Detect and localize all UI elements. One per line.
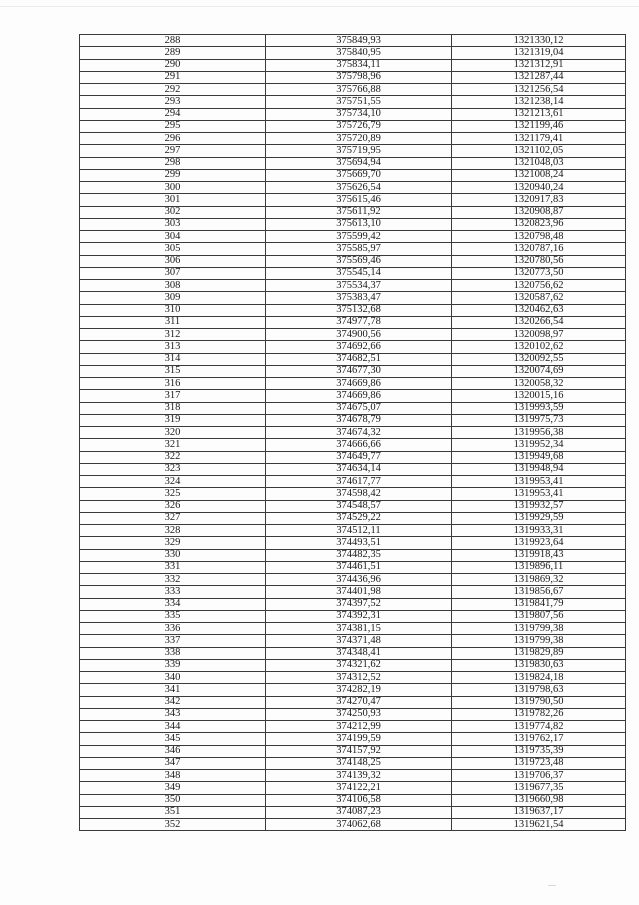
coordinate-y-cell: 1321213,61 — [452, 108, 626, 120]
coordinate-y-cell: 1319807,56 — [452, 610, 626, 622]
coordinate-y-cell: 1319830,63 — [452, 659, 626, 671]
coordinate-y-cell: 1319660,98 — [452, 794, 626, 806]
coordinate-y-cell: 1321179,41 — [452, 133, 626, 145]
table-row — [80, 84, 626, 96]
table-row — [80, 782, 626, 794]
table-row — [80, 47, 626, 59]
point-number-cell: 340 — [80, 672, 266, 684]
table-row — [80, 255, 626, 267]
table-row — [80, 316, 626, 328]
point-number-cell: 290 — [80, 59, 266, 71]
coordinate-y-cell: 1319975,73 — [452, 414, 626, 426]
coordinate-x-cell: 374157,92 — [266, 745, 452, 757]
coordinate-y-cell: 1320092,55 — [452, 353, 626, 365]
coordinate-y-cell: 1321312,91 — [452, 59, 626, 71]
coordinate-x-cell: 374062,68 — [266, 819, 452, 831]
coordinate-x-cell: 375615,46 — [266, 194, 452, 206]
coordinate-x-cell: 374212,99 — [266, 721, 452, 733]
coordinate-x-cell: 374482,35 — [266, 549, 452, 561]
coordinate-x-cell: 375626,54 — [266, 182, 452, 194]
coordinate-x-cell: 375132,68 — [266, 304, 452, 316]
coordinate-x-cell: 375383,47 — [266, 292, 452, 304]
coordinate-x-cell: 375834,11 — [266, 59, 452, 71]
table-row — [80, 353, 626, 365]
table-row — [80, 390, 626, 402]
table-row — [80, 120, 626, 132]
table-row — [80, 586, 626, 598]
point-number-cell: 319 — [80, 414, 266, 426]
coordinate-y-cell: 1320908,87 — [452, 206, 626, 218]
point-number-cell: 333 — [80, 586, 266, 598]
coordinate-y-cell: 1319949,68 — [452, 451, 626, 463]
coordinate-x-cell: 374148,25 — [266, 757, 452, 769]
coordinate-y-cell: 1320756,62 — [452, 280, 626, 292]
coordinate-x-cell: 374381,15 — [266, 623, 452, 635]
coordinate-x-cell: 374666,66 — [266, 439, 452, 451]
coordinate-y-cell: 1320798,48 — [452, 231, 626, 243]
coordinate-y-cell: 1320823,96 — [452, 218, 626, 230]
table-row — [80, 721, 626, 733]
point-number-cell: 337 — [80, 635, 266, 647]
point-number-cell: 322 — [80, 451, 266, 463]
coordinate-x-cell: 375798,96 — [266, 71, 452, 83]
coordinate-x-cell: 374682,51 — [266, 353, 452, 365]
coordinate-x-cell: 374321,62 — [266, 659, 452, 671]
point-number-cell: 297 — [80, 145, 266, 157]
coordinate-x-cell: 374677,30 — [266, 365, 452, 377]
coordinate-x-cell: 374692,66 — [266, 341, 452, 353]
point-number-cell: 352 — [80, 819, 266, 831]
point-number-cell: 315 — [80, 365, 266, 377]
point-number-cell: 316 — [80, 378, 266, 390]
coordinate-x-cell: 375585,97 — [266, 243, 452, 255]
coordinate-x-cell: 374282,19 — [266, 684, 452, 696]
coordinate-y-cell: 1321256,54 — [452, 84, 626, 96]
point-number-cell: 344 — [80, 721, 266, 733]
coordinate-x-cell: 374436,96 — [266, 574, 452, 586]
coordinate-x-cell: 375734,10 — [266, 108, 452, 120]
point-number-cell: 306 — [80, 255, 266, 267]
table-row — [80, 500, 626, 512]
coordinate-x-cell: 374371,48 — [266, 635, 452, 647]
coordinate-x-cell: 374270,47 — [266, 696, 452, 708]
coordinate-y-cell: 1319933,31 — [452, 525, 626, 537]
point-number-cell: 307 — [80, 267, 266, 279]
point-number-cell: 330 — [80, 549, 266, 561]
coordinate-x-cell: 374548,57 — [266, 500, 452, 512]
coordinate-y-cell: 1319856,67 — [452, 586, 626, 598]
coordinate-y-cell: 1321008,24 — [452, 169, 626, 181]
point-number-cell: 295 — [80, 120, 266, 132]
coordinate-y-cell: 1319953,41 — [452, 488, 626, 500]
point-number-cell: 298 — [80, 157, 266, 169]
table-row — [80, 672, 626, 684]
coordinate-x-cell: 374106,58 — [266, 794, 452, 806]
coordinate-y-cell: 1321102,05 — [452, 145, 626, 157]
coordinate-y-cell: 1319637,17 — [452, 806, 626, 818]
point-number-cell: 342 — [80, 696, 266, 708]
table-row — [80, 610, 626, 622]
coordinate-x-cell: 374312,52 — [266, 672, 452, 684]
table-row — [80, 157, 626, 169]
coordinate-y-cell: 1321319,04 — [452, 47, 626, 59]
point-number-cell: 292 — [80, 84, 266, 96]
point-number-cell: 314 — [80, 353, 266, 365]
table-row — [80, 194, 626, 206]
table-row — [80, 329, 626, 341]
point-number-cell: 321 — [80, 439, 266, 451]
coordinate-y-cell: 1319621,54 — [452, 819, 626, 831]
coordinate-x-cell: 374669,86 — [266, 378, 452, 390]
coordinate-x-cell: 375669,70 — [266, 169, 452, 181]
point-number-cell: 320 — [80, 427, 266, 439]
coordinate-x-cell: 374461,51 — [266, 561, 452, 573]
coordinate-y-cell: 1319953,41 — [452, 476, 626, 488]
table-row — [80, 206, 626, 218]
coordinate-x-cell: 374493,51 — [266, 537, 452, 549]
coordinate-y-cell: 1321048,03 — [452, 157, 626, 169]
coordinate-y-cell: 1320098,97 — [452, 329, 626, 341]
coordinate-x-cell: 374977,78 — [266, 316, 452, 328]
table-row — [80, 145, 626, 157]
table-row — [80, 537, 626, 549]
table-row — [80, 476, 626, 488]
coordinate-x-cell: 375719,95 — [266, 145, 452, 157]
table-row — [80, 708, 626, 720]
coordinate-y-cell: 1320015,16 — [452, 390, 626, 402]
table-row — [80, 341, 626, 353]
coordinate-y-cell: 1319932,57 — [452, 500, 626, 512]
table-row — [80, 549, 626, 561]
point-number-cell: 293 — [80, 96, 266, 108]
coordinate-x-cell: 374401,98 — [266, 586, 452, 598]
coordinate-y-cell: 1319918,43 — [452, 549, 626, 561]
coordinate-y-cell: 1319706,37 — [452, 770, 626, 782]
point-number-cell: 324 — [80, 476, 266, 488]
coordinate-x-cell: 375569,46 — [266, 255, 452, 267]
table-row — [80, 96, 626, 108]
point-number-cell: 303 — [80, 218, 266, 230]
table-row — [80, 218, 626, 230]
coordinate-y-cell: 1319869,32 — [452, 574, 626, 586]
coordinate-y-cell: 1321330,12 — [452, 35, 626, 47]
point-number-cell: 300 — [80, 182, 266, 194]
coordinate-y-cell: 1319735,39 — [452, 745, 626, 757]
table-row — [80, 794, 626, 806]
table-row — [80, 733, 626, 745]
point-number-cell: 341 — [80, 684, 266, 696]
coordinate-x-cell: 374617,77 — [266, 476, 452, 488]
coordinate-x-cell: 375534,37 — [266, 280, 452, 292]
coordinate-y-cell: 1319762,17 — [452, 733, 626, 745]
coordinate-y-cell: 1319952,34 — [452, 439, 626, 451]
table-row — [80, 819, 626, 831]
coordinate-x-cell: 374512,11 — [266, 525, 452, 537]
table-row — [80, 108, 626, 120]
coordinate-x-cell: 375694,94 — [266, 157, 452, 169]
coordinate-x-cell: 375599,42 — [266, 231, 452, 243]
table-row — [80, 133, 626, 145]
point-number-cell: 345 — [80, 733, 266, 745]
table-row — [80, 427, 626, 439]
table-row — [80, 598, 626, 610]
point-number-cell: 349 — [80, 782, 266, 794]
coordinate-y-cell: 1319896,11 — [452, 561, 626, 573]
table-row — [80, 365, 626, 377]
coordinate-x-cell: 374392,31 — [266, 610, 452, 622]
coordinate-x-cell: 374122,21 — [266, 782, 452, 794]
coordinate-y-cell: 1319993,59 — [452, 402, 626, 414]
coordinate-y-cell: 1319824,18 — [452, 672, 626, 684]
coordinate-y-cell: 1319799,38 — [452, 623, 626, 635]
table-row — [80, 414, 626, 426]
point-number-cell: 291 — [80, 71, 266, 83]
point-number-cell: 317 — [80, 390, 266, 402]
point-number-cell: 296 — [80, 133, 266, 145]
coordinate-x-cell: 374675,07 — [266, 402, 452, 414]
coordinate-x-cell: 374087,23 — [266, 806, 452, 818]
coordinate-x-cell: 374250,93 — [266, 708, 452, 720]
coordinate-y-cell: 1321287,44 — [452, 71, 626, 83]
coordinate-x-cell: 374397,52 — [266, 598, 452, 610]
table-row — [80, 59, 626, 71]
point-number-cell: 304 — [80, 231, 266, 243]
point-number-cell: 309 — [80, 292, 266, 304]
point-number-cell: 346 — [80, 745, 266, 757]
coordinate-x-cell: 374598,42 — [266, 488, 452, 500]
coordinate-y-cell: 1320587,62 — [452, 292, 626, 304]
coordinate-y-cell: 1319929,59 — [452, 512, 626, 524]
point-number-cell: 326 — [80, 500, 266, 512]
coordinate-x-cell: 375720,89 — [266, 133, 452, 145]
coordinate-x-cell: 374199,59 — [266, 733, 452, 745]
coordinate-y-cell: 1320058,32 — [452, 378, 626, 390]
table-row — [80, 512, 626, 524]
coordinate-y-cell: 1319799,38 — [452, 635, 626, 647]
point-number-cell: 305 — [80, 243, 266, 255]
point-number-cell: 299 — [80, 169, 266, 181]
point-number-cell: 328 — [80, 525, 266, 537]
table-row — [80, 304, 626, 316]
point-number-cell: 327 — [80, 512, 266, 524]
point-number-cell: 332 — [80, 574, 266, 586]
table-row — [80, 292, 626, 304]
coordinate-y-cell: 1319774,82 — [452, 721, 626, 733]
point-number-cell: 347 — [80, 757, 266, 769]
coordinate-y-cell: 1319829,89 — [452, 647, 626, 659]
coordinates-table-body — [80, 35, 626, 831]
coordinate-x-cell: 374649,77 — [266, 451, 452, 463]
coordinate-y-cell: 1321199,46 — [452, 120, 626, 132]
point-number-cell: 301 — [80, 194, 266, 206]
table-row — [80, 561, 626, 573]
table-row — [80, 243, 626, 255]
table-row — [80, 696, 626, 708]
table-row — [80, 378, 626, 390]
table-row — [80, 684, 626, 696]
point-number-cell: 312 — [80, 329, 266, 341]
point-number-cell: 311 — [80, 316, 266, 328]
point-number-cell: 318 — [80, 402, 266, 414]
coordinate-x-cell: 374348,41 — [266, 647, 452, 659]
coordinate-y-cell: 1320266,54 — [452, 316, 626, 328]
coordinate-x-cell: 374139,32 — [266, 770, 452, 782]
point-number-cell: 325 — [80, 488, 266, 500]
coordinates-table — [79, 34, 626, 831]
point-number-cell: 343 — [80, 708, 266, 720]
table-row — [80, 745, 626, 757]
table-row — [80, 770, 626, 782]
coordinate-y-cell: 1321238,14 — [452, 96, 626, 108]
coordinate-y-cell: 1319841,79 — [452, 598, 626, 610]
coordinate-y-cell: 1320102,62 — [452, 341, 626, 353]
table-row — [80, 574, 626, 586]
top-rule — [0, 6, 639, 7]
point-number-cell: 313 — [80, 341, 266, 353]
table-row — [80, 623, 626, 635]
point-number-cell: 339 — [80, 659, 266, 671]
point-number-cell: 329 — [80, 537, 266, 549]
coordinate-x-cell: 374674,32 — [266, 427, 452, 439]
page-mark — [548, 885, 556, 886]
coordinate-x-cell: 374900,56 — [266, 329, 452, 341]
table-row — [80, 267, 626, 279]
point-number-cell: 336 — [80, 623, 266, 635]
coordinate-x-cell: 374529,22 — [266, 512, 452, 524]
point-number-cell: 308 — [80, 280, 266, 292]
coordinate-x-cell: 375766,88 — [266, 84, 452, 96]
coordinate-x-cell: 375726,79 — [266, 120, 452, 132]
table-row — [80, 169, 626, 181]
coordinate-x-cell: 374634,14 — [266, 463, 452, 475]
point-number-cell: 323 — [80, 463, 266, 475]
coordinate-y-cell: 1319677,35 — [452, 782, 626, 794]
table-row — [80, 35, 626, 47]
table-row — [80, 463, 626, 475]
table-row — [80, 757, 626, 769]
table-row — [80, 488, 626, 500]
point-number-cell: 338 — [80, 647, 266, 659]
point-number-cell: 331 — [80, 561, 266, 573]
coordinate-y-cell: 1319948,94 — [452, 463, 626, 475]
point-number-cell: 334 — [80, 598, 266, 610]
coordinate-y-cell: 1320787,16 — [452, 243, 626, 255]
coordinate-y-cell: 1320780,56 — [452, 255, 626, 267]
table-row — [80, 402, 626, 414]
point-number-cell: 348 — [80, 770, 266, 782]
coordinate-y-cell: 1319798,63 — [452, 684, 626, 696]
point-number-cell: 302 — [80, 206, 266, 218]
table-row — [80, 806, 626, 818]
coordinate-y-cell: 1319723,48 — [452, 757, 626, 769]
coordinate-y-cell: 1320940,24 — [452, 182, 626, 194]
coordinate-y-cell: 1319923,64 — [452, 537, 626, 549]
table-row — [80, 231, 626, 243]
table-row — [80, 71, 626, 83]
coordinate-x-cell: 375613,10 — [266, 218, 452, 230]
coordinate-y-cell: 1319956,38 — [452, 427, 626, 439]
table-row — [80, 525, 626, 537]
table-row — [80, 659, 626, 671]
coordinate-y-cell: 1320462,63 — [452, 304, 626, 316]
coordinate-x-cell: 375849,93 — [266, 35, 452, 47]
coordinate-x-cell: 375840,95 — [266, 47, 452, 59]
table-row — [80, 647, 626, 659]
point-number-cell: 310 — [80, 304, 266, 316]
coordinate-x-cell: 375611,92 — [266, 206, 452, 218]
coordinate-y-cell: 1319782,26 — [452, 708, 626, 720]
coordinate-x-cell: 374669,86 — [266, 390, 452, 402]
table-row — [80, 439, 626, 451]
point-number-cell: 351 — [80, 806, 266, 818]
coordinate-y-cell: 1320773,50 — [452, 267, 626, 279]
coordinate-x-cell: 375545,14 — [266, 267, 452, 279]
point-number-cell: 288 — [80, 35, 266, 47]
point-number-cell: 350 — [80, 794, 266, 806]
table-row — [80, 635, 626, 647]
table-row — [80, 280, 626, 292]
coordinate-x-cell: 374678,79 — [266, 414, 452, 426]
point-number-cell: 294 — [80, 108, 266, 120]
point-number-cell: 335 — [80, 610, 266, 622]
coordinate-y-cell: 1320917,83 — [452, 194, 626, 206]
table-row — [80, 451, 626, 463]
table-row — [80, 182, 626, 194]
coordinate-y-cell: 1319790,50 — [452, 696, 626, 708]
coordinate-y-cell: 1320074,69 — [452, 365, 626, 377]
coordinate-x-cell: 375751,55 — [266, 96, 452, 108]
point-number-cell: 289 — [80, 47, 266, 59]
